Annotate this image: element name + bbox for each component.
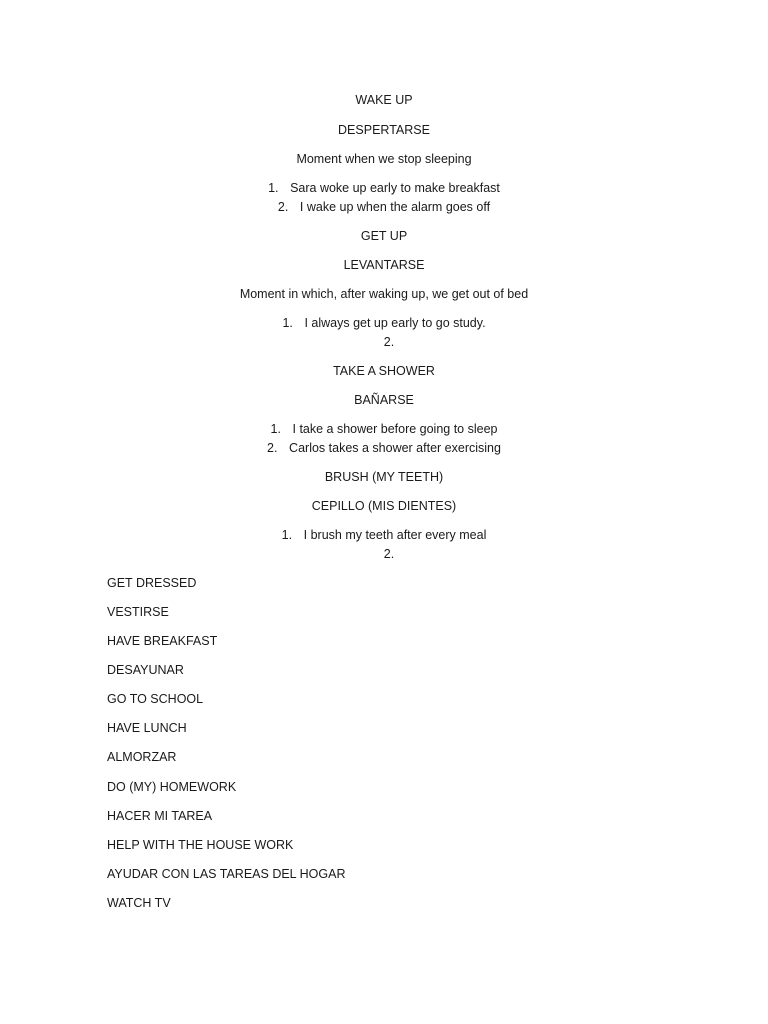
example-item <box>5 334 768 350</box>
list-item: DO (MY) HOMEWORK <box>107 780 237 794</box>
list-item: DESAYUNAR <box>107 663 184 677</box>
list-item: HAVE BREAKFAST <box>107 634 218 648</box>
term-translation: DESPERTARSE <box>338 123 430 137</box>
example-number: 1. <box>282 316 293 330</box>
example-item <box>0 440 768 456</box>
example-text: I take a shower before going to sleep <box>292 422 498 436</box>
term-translation: BAÑARSE <box>354 393 414 407</box>
term-heading: GET UP <box>360 229 408 243</box>
example-text: Sara woke up early to make breakfast <box>290 181 500 195</box>
term-definition: Moment in which, after waking up, we get out of bed <box>239 287 529 301</box>
list-item: WATCH TV <box>107 896 171 910</box>
example-number: 2. <box>383 335 395 349</box>
list-item: GO TO SCHOOL <box>107 692 204 706</box>
example-text: I always get up early to go study. <box>304 316 486 330</box>
list-item: HACER MI TAREA <box>107 809 213 823</box>
term-heading: BRUSH (MY TEETH) <box>324 470 444 484</box>
example-text: Carlos takes a shower after exercising <box>289 441 501 455</box>
list-item: HAVE LUNCH <box>107 721 187 735</box>
example-item <box>5 546 768 562</box>
example-item <box>0 315 768 331</box>
term-definition: Moment when we stop sleeping <box>296 152 472 166</box>
term-heading: WAKE UP <box>355 93 413 107</box>
example-item <box>0 199 768 215</box>
example-number: 1. <box>268 181 279 195</box>
list-item: HELP WITH THE HOUSE WORK <box>107 838 294 852</box>
term-heading: TAKE A SHOWER <box>333 364 435 378</box>
list-item: AYUDAR CON LAS TAREAS DEL HOGAR <box>107 867 346 881</box>
example-number: 1. <box>281 528 293 542</box>
example-item <box>0 421 768 437</box>
example-number: 2. <box>383 547 395 561</box>
list-item: VESTIRSE <box>107 605 169 619</box>
example-item <box>0 180 768 196</box>
example-number: 2. <box>267 441 278 455</box>
list-item: ALMORZAR <box>107 750 177 764</box>
example-item <box>0 527 768 543</box>
term-translation: CEPILLO (MIS DIENTES) <box>311 499 457 513</box>
list-item: GET DRESSED <box>107 576 197 590</box>
example-text: I wake up when the alarm goes off <box>299 200 491 214</box>
example-number: 2. <box>277 200 289 214</box>
example-text: I brush my teeth after every meal <box>303 528 487 542</box>
example-number: 1. <box>270 422 281 436</box>
term-translation: LEVANTARSE <box>343 258 425 272</box>
